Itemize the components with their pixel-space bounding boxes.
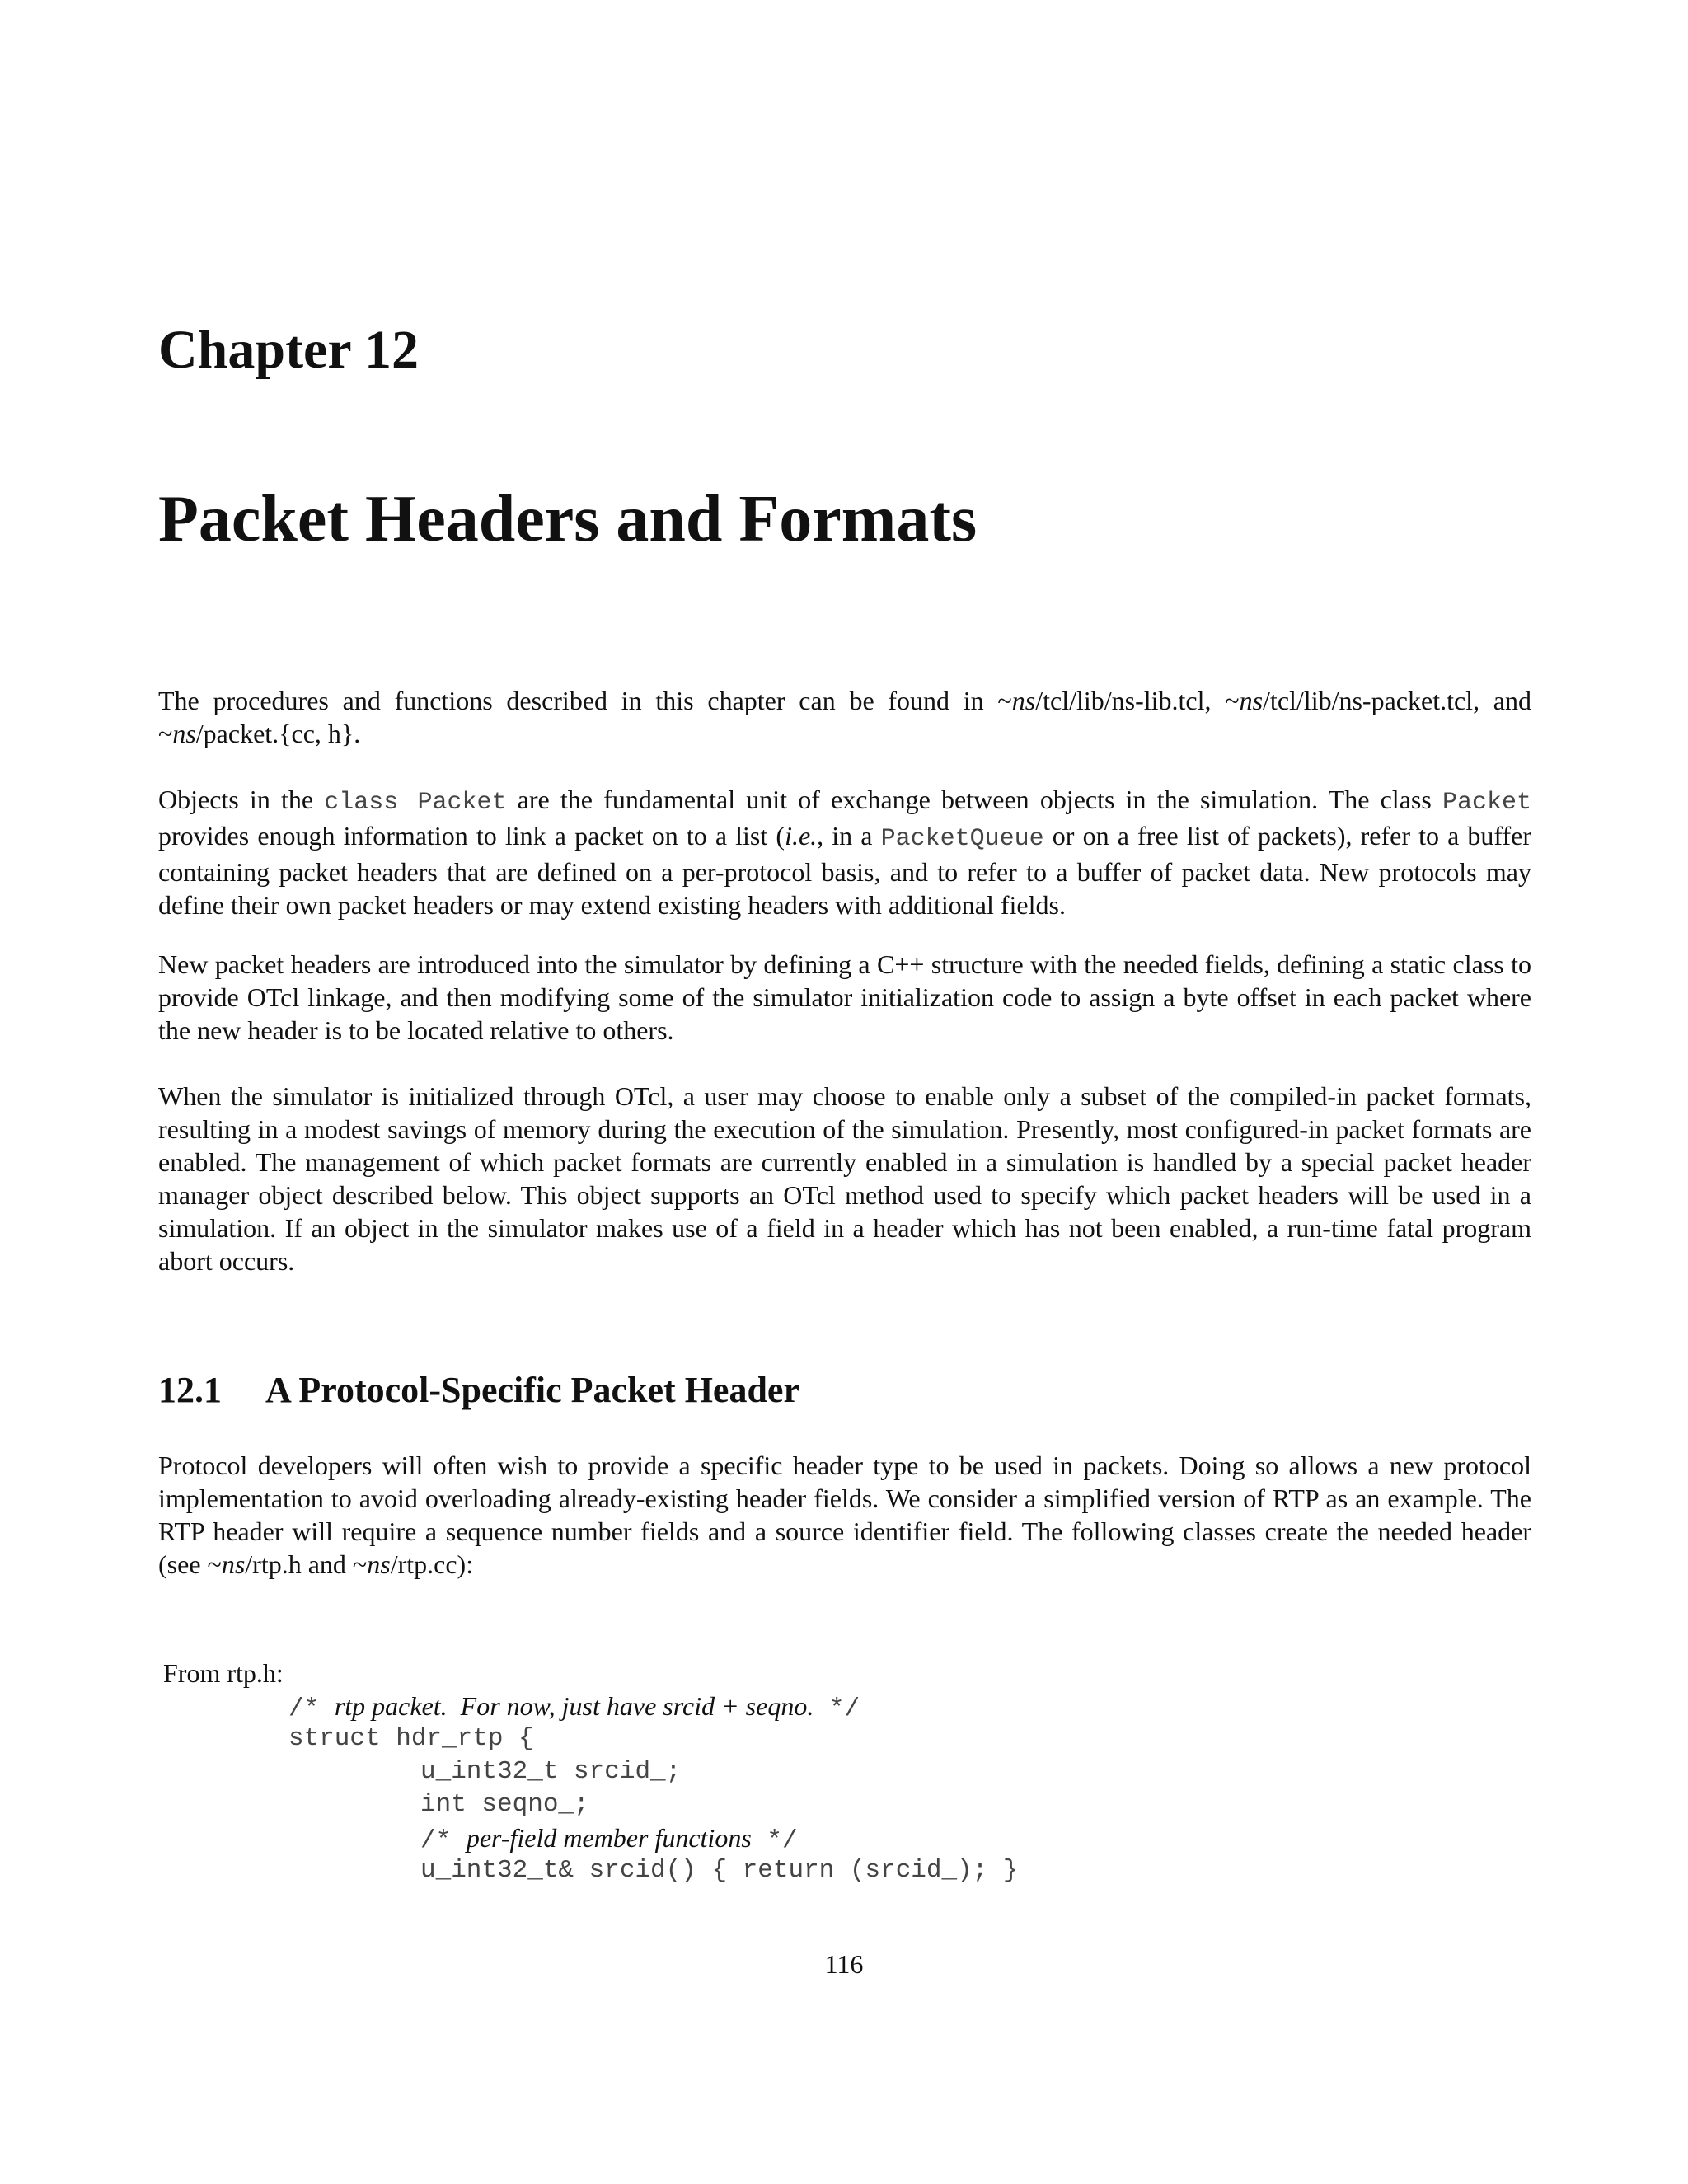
section-title-text: A Protocol-Specific Packet Header: [265, 1370, 799, 1410]
intro-p1-text-a: The procedures and functions described in this chapter can be found in ~: [158, 686, 1012, 715]
comment-close: */: [751, 1826, 798, 1855]
section-number: 12.1: [158, 1370, 222, 1410]
section-heading: [158, 1372, 799, 1408]
inline-code: PacketQueue: [880, 825, 1044, 853]
comment-text: per-field member functions: [466, 1823, 752, 1853]
ie-italic: i.e.: [785, 821, 818, 851]
intro-p2-text-a: Objects in the: [158, 785, 325, 814]
code-line-srcid-method: u_int32_t& srcid() { return (srcid_); }: [420, 1856, 1019, 1885]
intro-p2-text-d: , in a: [817, 821, 881, 851]
comment-open: /*: [420, 1826, 467, 1855]
inline-code: class Packet: [324, 789, 507, 817]
intro-paragraph-4: When the simulator is initialized through OTcl, a user may choose to enable only a subset of the compiled-in packet formats, resulting in a modest savings of memory during the execution of the simulation. Presently, most configured-in packet formats are enabled. The management of which packet formats are currently enabled in a simulation is handled by a special packet header manager object described below. This object supports an OTcl method used to specify which packet headers will be used in a simulation. If an object in the simulator makes use of a field in a header which has not been enabled, a run-time fatal program abort occurs.: [158, 1081, 1531, 1276]
ns-path-italic: ns: [1239, 686, 1264, 715]
code-line-seqno-field: int seqno_;: [420, 1790, 589, 1819]
intro-p1-text-b: /tcl/lib/ns-lib.tcl, ~: [1035, 686, 1240, 715]
intro-paragraph-2: [158, 783, 1531, 921]
code-line-comment-1: [288, 1690, 860, 1726]
section-p1-text-c: /rtp.cc):: [390, 1549, 474, 1579]
chapter-label: Chapter 12: [158, 320, 419, 380]
section-paragraph-1: [158, 1449, 1531, 1581]
comment-close: */: [814, 1694, 860, 1723]
ns-path-italic: ns: [1011, 686, 1036, 715]
comment-open: /*: [288, 1694, 335, 1723]
ns-path-italic: ns: [172, 719, 196, 748]
chapter-title: Packet Headers and Formats: [158, 483, 978, 555]
inline-code: Packet: [1442, 789, 1532, 817]
code-line-comment-2: [420, 1821, 798, 1858]
page-number: 116: [824, 1949, 864, 1979]
intro-p2-text-b: are the fundamental unit of exchange between objects in the simulation. The class: [506, 785, 1442, 814]
intro-p2-text-e: or on a free list of packets), refer to a buffer containing packet headers that are defined on a per-protocol basis, and to refer to a buffer of packet data. New protocols may define their own packet headers or may extend existing headers with additional fields.: [158, 821, 1532, 920]
intro-p2-text-c: provides enough information to link a packet on to a list (: [158, 821, 785, 851]
code-line-struct: struct hdr_rtp {: [288, 1724, 534, 1753]
intro-paragraph-3: New packet headers are introduced into the simulator by defining a C++ structure with the needed fields, defining a static class to provide OTcl linkage, and then modifying some of the simulator initialization code to assign a byte offset in each packet where the new header is to be located relative to others.: [158, 949, 1531, 1045]
section-p1-text-a: Protocol developers will often wish to provide a specific header type to be used in packets. Doing so allows a new protocol implementation to avoid overloading already-existing header fields. We consider a simplified version of RTP as an example. The RTP header will require a sequence number fields and a source identifier field. The following classes create the needed header (see ~: [158, 1451, 1531, 1579]
intro-p1-text-c: /tcl/lib/ns-packet.tcl, and ~: [158, 686, 1532, 748]
comment-text: rtp packet. For now, just have srcid + seqno.: [334, 1691, 814, 1721]
intro-paragraph-1: [158, 684, 1531, 750]
ns-path-italic: ns: [221, 1549, 246, 1579]
intro-p1-text-d: /packet.{cc, h}.: [195, 719, 361, 748]
code-intro-label: From rtp.h:: [163, 1658, 284, 1688]
ns-path-italic: ns: [367, 1549, 391, 1579]
section-p1-text-b: /rtp.h and ~: [245, 1549, 368, 1579]
code-line-srcid-field: u_int32_t srcid_;: [420, 1757, 682, 1786]
